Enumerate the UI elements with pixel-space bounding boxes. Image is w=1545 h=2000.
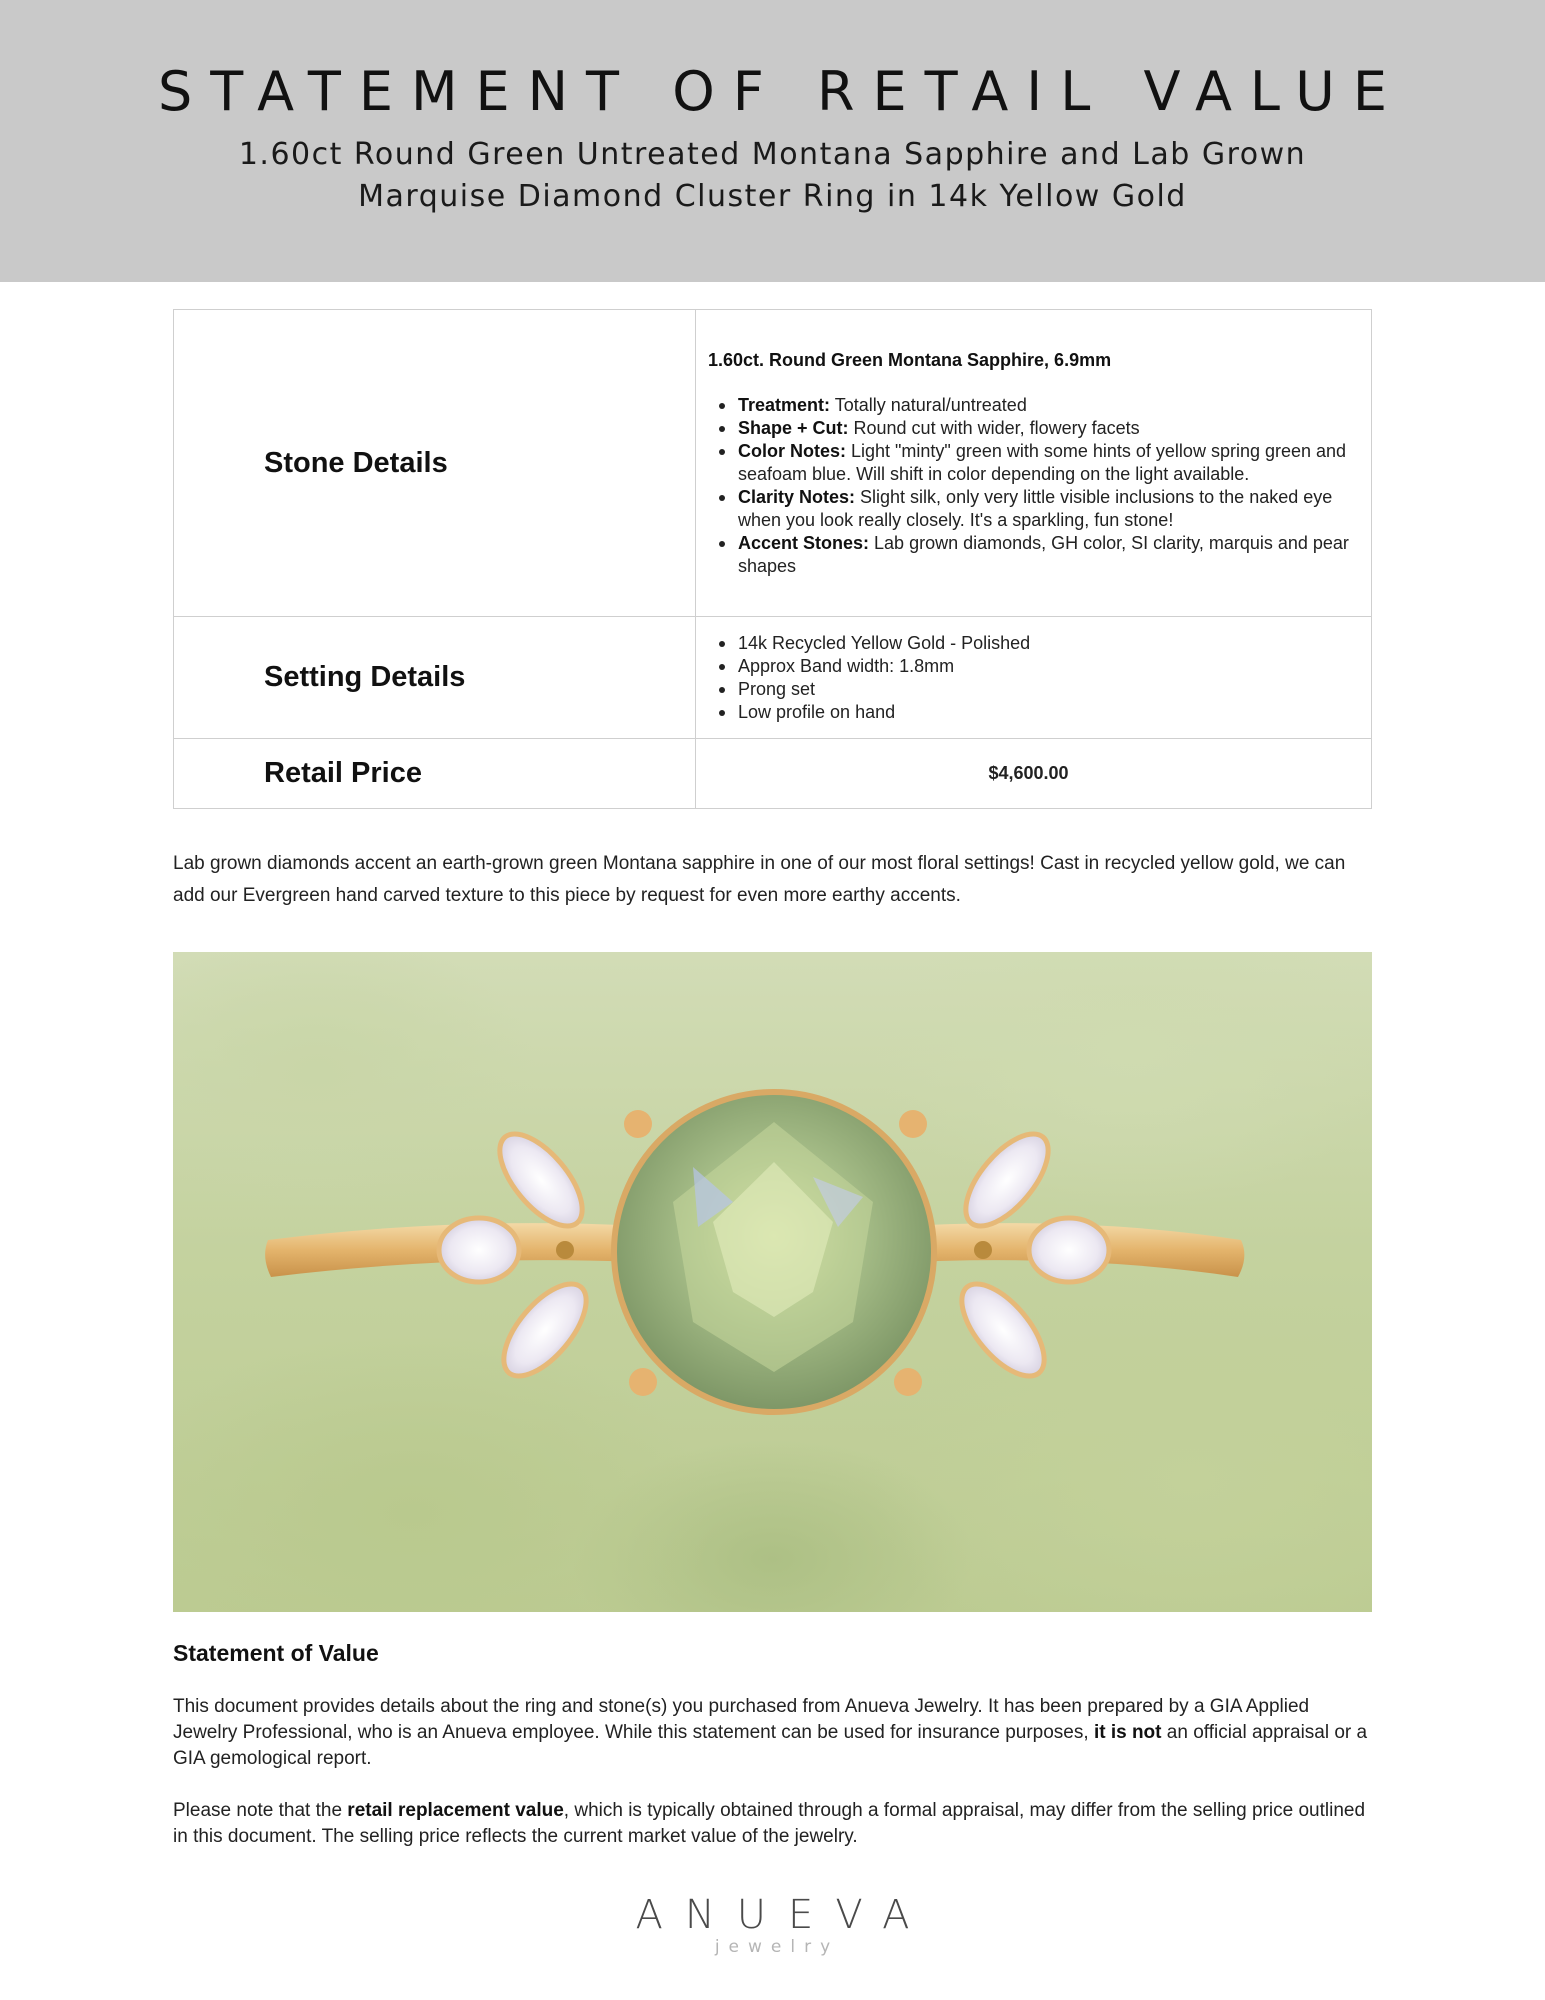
retail-price-value: $4,600.00 — [696, 739, 1372, 809]
left-pear-middle — [439, 1218, 519, 1282]
prong — [624, 1110, 652, 1138]
prong — [629, 1368, 657, 1396]
setting-item: Prong set — [708, 678, 1349, 701]
spec-value: Round cut with wider, flowery facets — [848, 417, 1140, 438]
statement-emphasis: it is not — [1093, 1722, 1162, 1743]
right-pear-middle — [1029, 1218, 1109, 1282]
spec-value: Light "minty" green with some hints of yellow spring green and seafoam blue. Will shift in color depending on the light available. — [738, 440, 1347, 484]
statement-text: an official appraisal or a GIA gemological report. — [173, 1722, 1368, 1769]
left-marquise-bottom — [489, 1270, 601, 1389]
statement-emphasis: retail replacement value — [347, 1800, 564, 1821]
setting-item: Approx Band width: 1.8mm — [708, 655, 1349, 678]
setting-details-label: Setting Details — [174, 617, 696, 739]
details-table — [173, 309, 1372, 809]
ring-illustration — [173, 952, 1372, 1612]
header-banner — [0, 0, 1545, 282]
statement-paragraph-1 — [173, 1694, 1373, 1772]
stone-details-value — [696, 310, 1372, 617]
product-description: Lab grown diamonds accent an earth-grown green Montana sapphire in one of our most floral settings! Cast in recycled yellow gold, we can add our Evergreen hand carved texture to this piece by request for even more earthy accents. — [173, 853, 1346, 906]
stone-heading: 1.60ct. Round Green Montana Sapphire, 6.9mm — [708, 349, 1112, 370]
spec-key: Color Notes: — [738, 440, 846, 461]
setting-details-row — [174, 617, 1372, 739]
prong — [899, 1110, 927, 1138]
spec-key: Shape + Cut: — [738, 417, 849, 438]
spec-key: Clarity Notes: — [738, 486, 856, 507]
statement-text: Please note that the — [173, 1800, 348, 1821]
setting-details-value — [696, 617, 1372, 739]
spec-key: Accent Stones: — [738, 532, 870, 553]
setting-spec-list — [708, 632, 1349, 724]
statement-heading: Statement of Value — [173, 1640, 379, 1666]
spec-clarity-notes — [708, 486, 1349, 532]
product-subtitle — [200, 134, 1345, 218]
statement-paragraph-2 — [173, 1798, 1373, 1850]
subtitle-line-2: Marquise Diamond Cluster Ring in 14k Yellow Gold — [358, 179, 1187, 214]
logo-tagline: jewelry — [714, 1937, 840, 1957]
setting-item: 14k Recycled Yellow Gold - Polished — [708, 632, 1349, 655]
statement-text: This document provides details about the ring and stone(s) you purchased from Anueva Jewelry. It has been prepared by a GIA Applied Jewelry Professional, who is an Anueva employee. While this statement can be used for insurance purposes, — [173, 1696, 1310, 1743]
stone-spec-list — [708, 394, 1349, 578]
document-title: STATEMENT OF RETAIL VALUE — [158, 60, 1405, 123]
subtitle-line-1: 1.60ct Round Green Untreated Montana Sapphire and Lab Grown — [238, 137, 1307, 172]
spec-value: Totally natural/untreated — [830, 394, 1027, 415]
retail-price-label: Retail Price — [174, 739, 696, 809]
anueva-logo: ANUEVA — [635, 1892, 932, 1938]
spec-value: Lab grown diamonds, GH color, SI clarity, marquis and pear shapes — [738, 532, 1349, 576]
statement-text: , which is typically obtained through a formal appraisal, may differ from the selling price outlined in this document. The selling price reflects the current market value of the jewelry. — [173, 1800, 1366, 1847]
spec-shape-cut — [708, 417, 1349, 440]
spec-accent-stones — [708, 532, 1349, 578]
spec-value: Slight silk, only very little visible inclusions to the naked eye when you look really closely. It's a sparkling, fun stone! — [738, 486, 1333, 530]
setting-item: Low profile on hand — [708, 701, 1349, 724]
prong — [974, 1241, 992, 1259]
stone-details-row — [174, 310, 1372, 617]
prong — [556, 1241, 574, 1259]
retail-price-row — [174, 739, 1372, 809]
spec-color-notes — [708, 440, 1349, 486]
spec-key: Treatment: — [738, 394, 831, 415]
ring-photo — [173, 952, 1372, 1612]
stone-details-label: Stone Details — [174, 310, 696, 617]
prong — [894, 1368, 922, 1396]
right-marquise-bottom — [947, 1270, 1059, 1389]
spec-treatment — [708, 394, 1349, 417]
